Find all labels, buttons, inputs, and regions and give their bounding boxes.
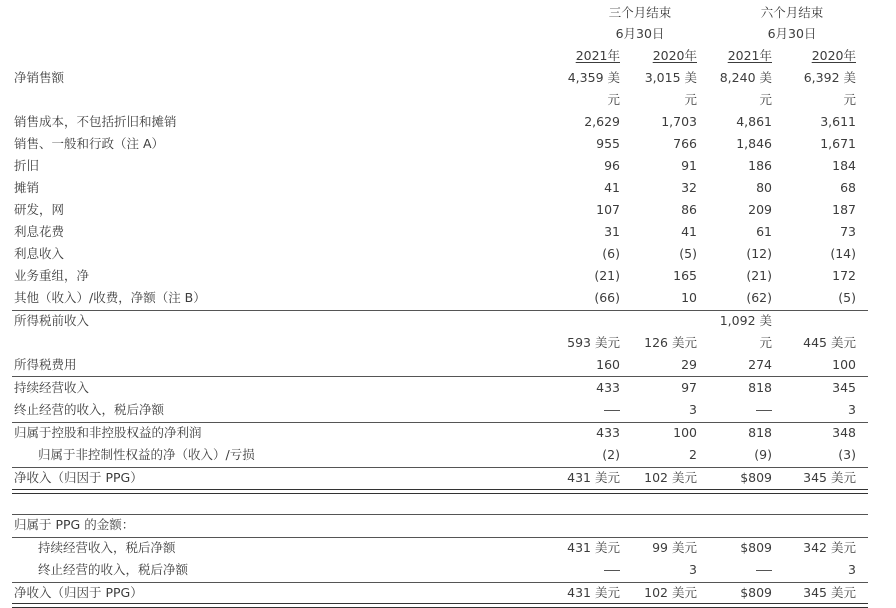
cell: 593 美元 bbox=[567, 335, 620, 350]
cell: 元 bbox=[607, 92, 620, 107]
cell: 31 bbox=[604, 224, 620, 239]
cell: 96 bbox=[604, 158, 620, 173]
cell: 209 bbox=[748, 202, 772, 217]
cell: 102 美元 bbox=[644, 585, 697, 600]
row-label: 持续经营收入，税后净额 bbox=[38, 540, 176, 555]
dash-cell bbox=[540, 562, 620, 578]
cell: 160 bbox=[596, 357, 620, 372]
cell: $809 bbox=[740, 540, 772, 555]
cell: 4,359 美 bbox=[567, 70, 620, 85]
cell: 73 bbox=[840, 224, 856, 239]
row-label: 折旧 bbox=[14, 158, 40, 173]
cell: 100 bbox=[673, 425, 697, 440]
cell: 41 bbox=[681, 224, 697, 239]
dash-cell bbox=[692, 562, 772, 578]
cell: 818 bbox=[748, 380, 772, 395]
row-label: 摊销 bbox=[14, 180, 40, 195]
year-header: 2020年 bbox=[652, 48, 697, 63]
cell: 1,703 bbox=[661, 114, 697, 129]
rule-line bbox=[12, 582, 868, 583]
row-label: 持续经营收入 bbox=[14, 380, 90, 395]
cell: 元 bbox=[843, 92, 856, 107]
header-date-3m: 6月30日 bbox=[615, 26, 665, 41]
cell: 68 bbox=[840, 180, 856, 195]
cell: 184 bbox=[832, 158, 856, 173]
cell: (62) bbox=[746, 290, 772, 305]
rule-line bbox=[12, 467, 868, 468]
cell: 102 美元 bbox=[644, 470, 697, 485]
cell: 2,629 bbox=[584, 114, 620, 129]
row-label: 净收入（归因于 PPG） bbox=[14, 470, 143, 485]
cell: 766 bbox=[673, 136, 697, 151]
cell: 2 bbox=[689, 447, 697, 462]
row-label: 业务重组，净 bbox=[14, 268, 90, 283]
row-label: 研发，网 bbox=[14, 202, 65, 217]
dash-cell bbox=[540, 402, 620, 418]
cell: 818 bbox=[748, 425, 772, 440]
cell: (2) bbox=[602, 447, 620, 462]
section-title: 归属于 PPG 的金额： bbox=[14, 517, 135, 532]
cell: (21) bbox=[594, 268, 620, 283]
row-label: 终止经营的收入，税后净额 bbox=[38, 562, 189, 577]
cell: (6) bbox=[602, 246, 620, 261]
cell: 342 美元 bbox=[803, 540, 856, 555]
cell: 187 bbox=[832, 202, 856, 217]
cell: 6,392 美 bbox=[803, 70, 856, 85]
cell: 431 美元 bbox=[567, 540, 620, 555]
cell: 29 bbox=[681, 357, 697, 372]
cell: 1,846 bbox=[736, 136, 772, 151]
row-label: 其他（收入）/收费，净额（注 B） bbox=[14, 290, 206, 305]
year-header: 2021年 bbox=[575, 48, 620, 63]
cell: 345 bbox=[832, 380, 856, 395]
cell: (14) bbox=[830, 246, 856, 261]
row-label: 销售成本，不包括折旧和摊销 bbox=[14, 114, 177, 129]
cell: 80 bbox=[756, 180, 772, 195]
dash-cell bbox=[692, 402, 772, 418]
year-header: 2021年 bbox=[727, 48, 772, 63]
cell: 1,092 美 bbox=[719, 313, 772, 328]
cell: 955 bbox=[596, 136, 620, 151]
row-label: 利息花费 bbox=[14, 224, 65, 239]
header-six-months: 六个月结束 bbox=[760, 5, 824, 20]
rule-line bbox=[12, 514, 868, 515]
row-label: 归属于非控制性权益的净（收入）/亏损 bbox=[38, 447, 255, 462]
cell: 3 bbox=[689, 402, 697, 417]
cell: (9) bbox=[754, 447, 772, 462]
cell: 345 美元 bbox=[803, 470, 856, 485]
cell: 3 bbox=[848, 562, 856, 577]
cell: 元 bbox=[759, 335, 772, 350]
row-label: 所得税前收入 bbox=[14, 313, 90, 328]
row-label: 终止经营的收入，税后净额 bbox=[14, 402, 165, 417]
cell: 345 美元 bbox=[803, 585, 856, 600]
cell: 348 bbox=[832, 425, 856, 440]
cell: 41 bbox=[604, 180, 620, 195]
cell: 1,671 bbox=[820, 136, 856, 151]
rule-line bbox=[12, 376, 868, 377]
cell: 431 美元 bbox=[567, 585, 620, 600]
cell: 元 bbox=[684, 92, 697, 107]
cell: 3 bbox=[689, 562, 697, 577]
cell: (12) bbox=[746, 246, 772, 261]
cell: 61 bbox=[756, 224, 772, 239]
cell: $809 bbox=[740, 585, 772, 600]
cell: 100 bbox=[832, 357, 856, 372]
cell: 91 bbox=[681, 158, 697, 173]
cell: 3 bbox=[848, 402, 856, 417]
cell: 10 bbox=[681, 290, 697, 305]
cell: 32 bbox=[681, 180, 697, 195]
cell: 107 bbox=[596, 202, 620, 217]
header-three-months: 三个月结束 bbox=[608, 5, 672, 20]
cell: (66) bbox=[594, 290, 620, 305]
rule-line bbox=[12, 537, 868, 538]
rule-line bbox=[12, 310, 868, 311]
row-label: 利息收入 bbox=[14, 246, 65, 261]
cell: 274 bbox=[748, 357, 772, 372]
double-rule bbox=[12, 489, 868, 494]
rule-line bbox=[12, 422, 868, 423]
cell: 433 bbox=[596, 380, 620, 395]
cell: (3) bbox=[838, 447, 856, 462]
row-label: 净收入（归因于 PPG） bbox=[14, 585, 143, 600]
row-label: 销售、一般和行政（注 A） bbox=[14, 136, 165, 151]
cell: 3,611 bbox=[820, 114, 856, 129]
cell: 8,240 美 bbox=[719, 70, 772, 85]
cell: 186 bbox=[748, 158, 772, 173]
cell: (21) bbox=[746, 268, 772, 283]
cell: 86 bbox=[681, 202, 697, 217]
cell: 99 美元 bbox=[652, 540, 697, 555]
cell: 3,015 美 bbox=[644, 70, 697, 85]
cell: 4,861 bbox=[736, 114, 772, 129]
row-label: 归属于控股和非控股权益的净利润 bbox=[14, 425, 202, 440]
cell: 433 bbox=[596, 425, 620, 440]
cell: 445 美元 bbox=[803, 335, 856, 350]
cell: (5) bbox=[838, 290, 856, 305]
cell: 431 美元 bbox=[567, 470, 620, 485]
row-label: 净销售额 bbox=[14, 70, 65, 85]
cell: $809 bbox=[740, 470, 772, 485]
cell: 172 bbox=[832, 268, 856, 283]
header-date-6m: 6月30日 bbox=[767, 26, 817, 41]
double-rule bbox=[12, 603, 868, 608]
year-header: 2020年 bbox=[811, 48, 856, 63]
cell: (5) bbox=[679, 246, 697, 261]
cell: 165 bbox=[673, 268, 697, 283]
cell: 126 美元 bbox=[644, 335, 697, 350]
cell: 97 bbox=[681, 380, 697, 395]
cell: 元 bbox=[759, 92, 772, 107]
row-label: 所得税费用 bbox=[14, 357, 77, 372]
